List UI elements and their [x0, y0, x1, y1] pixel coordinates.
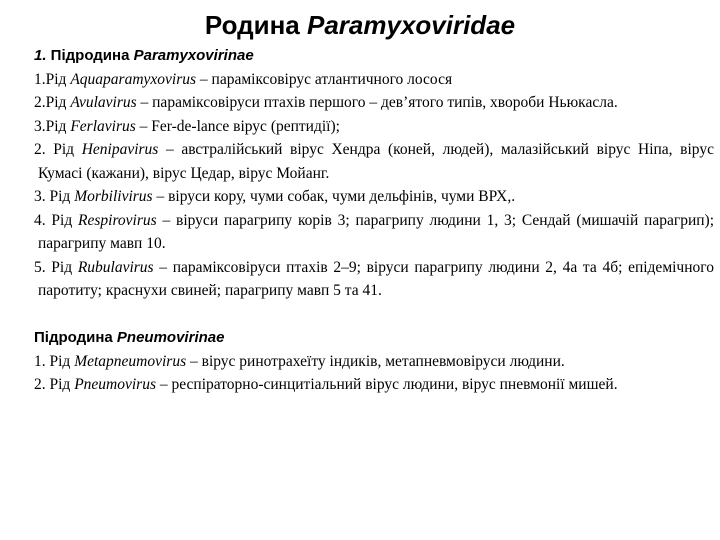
genus-description: – віруси кору, чуми собак, чуми дельфінів, чуми ВРХ,. — [152, 188, 516, 205]
genus-description: – Fer-de-lance вірус (рептидії); — [135, 117, 340, 135]
genus-description: – віруси парагрипу корів 3; парагрипу людини 1, 3; Сендай (мишачій парагрип); парагрипу мавп 10. — [38, 211, 714, 252]
genus-item — [34, 91, 714, 115]
genus-prefix: 3. Рід — [34, 188, 75, 205]
title-family-name: Paramyxoviridae — [306, 10, 516, 40]
genus-name: Ferlavirus — [70, 117, 136, 135]
genus-description: – вірус ринотрахеїту індиків, метапневмовіруси людини. — [186, 352, 565, 370]
genus-name: Respirovirus — [78, 211, 157, 229]
genus-item — [34, 185, 714, 209]
genus-name: Aquaparamyxovirus — [70, 70, 197, 88]
genus-name: Henipavirus — [81, 141, 159, 158]
genus-prefix: 2. Рід — [34, 376, 75, 393]
slide-title — [0, 9, 720, 41]
genus-item — [34, 115, 714, 139]
genus-description: – параміксовіруси птахів першого – дев’ятого типів, хвороби Ньюкасла. — [136, 94, 618, 111]
genus-item — [34, 68, 714, 92]
genus-item — [34, 138, 714, 185]
subfamily-heading-1 — [34, 44, 714, 68]
subfamily-name: Pneumovirinae — [116, 329, 225, 346]
genus-name: Avulavirus — [70, 94, 137, 111]
genus-prefix: 5. Рід — [34, 258, 78, 276]
genus-prefix: 3.Рід — [34, 117, 71, 135]
genus-description: – респіраторно-синцитіальний вірус людини, вірус пневмонії мишей. — [156, 376, 618, 393]
genus-item — [34, 256, 714, 303]
genus-name: Rubulavirus — [77, 258, 154, 276]
subfamily-name: Paramyxovirinae — [133, 47, 254, 64]
spacer — [34, 303, 714, 327]
genus-item — [34, 209, 714, 256]
subfamily-heading-2 — [34, 326, 714, 350]
genus-name: Metapneumovirus — [74, 352, 187, 370]
genus-description: – австралійський вірус Хендра (коней, людей), малазійський вірус Ніпа, вірус Кумасі (кажани), вірус Цедар, вірус Мойанг. — [38, 141, 714, 182]
genus-prefix: 1.Рід — [34, 70, 71, 88]
genus-prefix: 4. Рід — [34, 211, 79, 229]
subfamily-number: 1. — [34, 47, 47, 64]
genus-item — [34, 373, 714, 397]
genus-description: – параміксовіруси птахів 2–9; віруси парагрипу людини 2, 4а та 4б; епідемічного паротиту; краснухи свиней; парагрипу мавп 5 та 41. — [38, 258, 714, 299]
genus-prefix: 2.Рід — [34, 94, 71, 111]
genus-item — [34, 350, 714, 374]
subfamily-label: Підродина — [34, 329, 117, 346]
genus-description: – параміксовірус атлантичного лосося — [196, 70, 453, 88]
title-prefix: Родина — [204, 10, 307, 40]
genus-prefix: 2. Рід — [34, 141, 82, 158]
slide-body — [34, 44, 714, 397]
subfamily-label: Підродина — [46, 47, 134, 64]
genus-name: Morbilivirus — [74, 188, 153, 205]
genus-prefix: 1. Рід — [34, 352, 75, 370]
genus-name: Pneumovirus — [74, 376, 156, 393]
